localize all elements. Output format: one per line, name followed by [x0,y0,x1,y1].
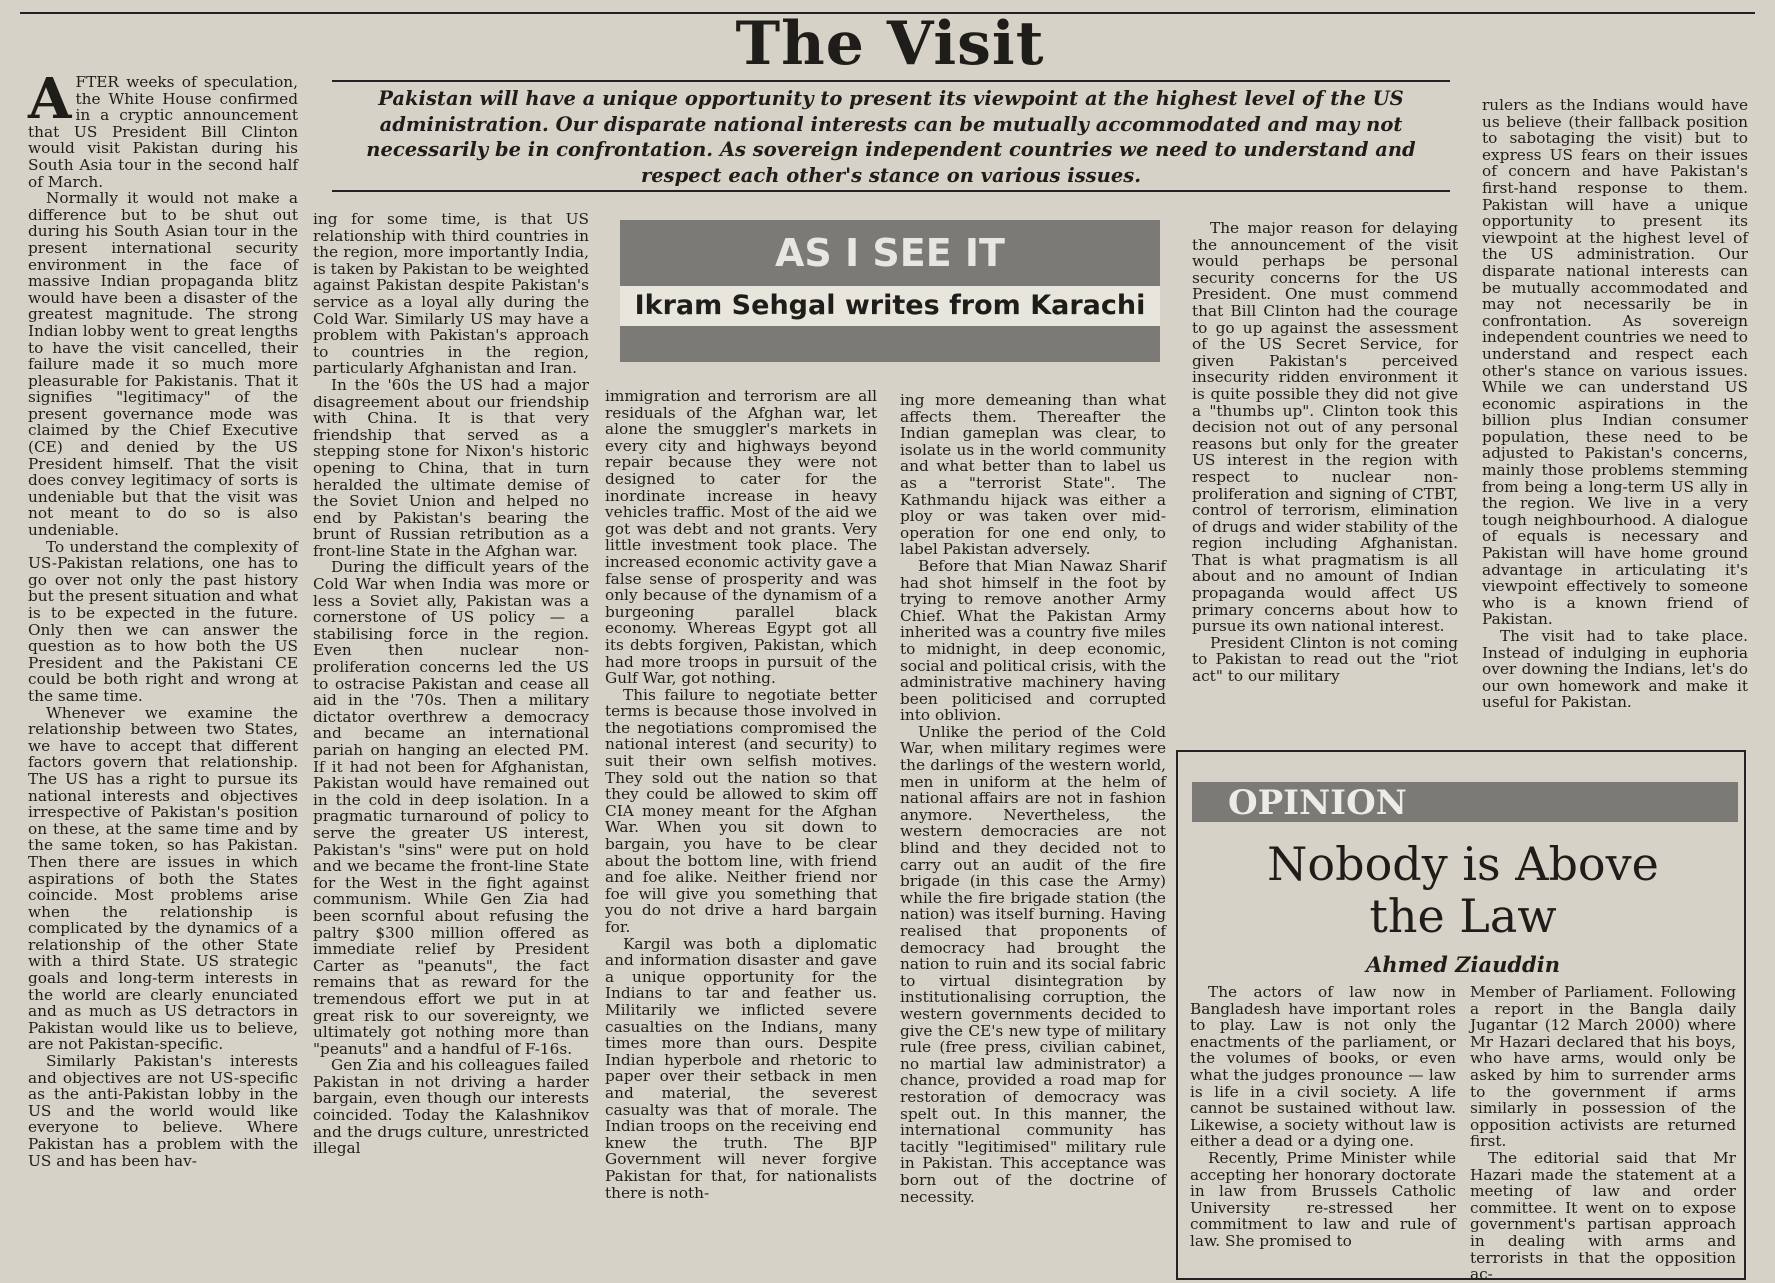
paragraph: This failure to negotiate better terms is because those involved in the negotiations compromised the national interest (and security) to suit their own selfish motives. They sold out the nation so that they could be allowed to skim off CIA money meant for the Afghan War. When you sit down to bargain, you have to be clear about the bottom line, with friend and foe alike. Neither friend nor foe will give you something that you do not drive a hard bargain for. [605,685,877,936]
article-column-3 [605,388,877,1201]
headline: The Visit [735,9,1045,79]
opinion-title [1178,838,1748,942]
article-column-4 [900,392,1166,1205]
opinion-column-left [1190,984,1456,1250]
opinion-box [1176,750,1746,1283]
paragraph: ing for some time, is that US relationship with third countries in the region, more importantly India, is taken by Pakistan to be weighted against Pakistan despite Pakistan's service as a loyal ally during the Cold War. Similarly US may have a problem with Pakistan's approach to countries in the region, particularly Afghanistan and Iran. [313,210,589,378]
drop-cap: A [28,66,72,132]
paragraph: Normally it would not make a difference but to be shut out during his South Asian tour in the present international security environment in the face of massive Indian propaganda blitz would have been a disaster of the greatest magnitude. The strong Indian lobby went to great lengths to have the visit cancelled, their failure made it so much more pleasurable for Pakistanis. That it signifies "legitimacy" of the present governance mode was claimed by the Chief Executive (CE) and denied by the US President himself. That the visit does convey legitimacy of sorts is undeniable but that the visit was not meant to do so is also undeniable. [28,189,298,540]
paragraph: Similarly Pakistan's interests and objectives are not US-specific as the anti-Pakistan lobby in the US and the world would like everyone to believe. Where Pakistan has a problem with the US and has been hav- [28,1052,298,1170]
paragraph: Unlike the period of the Cold War, when military regimes were the darlings of the western world, men in uniform at the helm of national affairs are not in fashion anymore. Nevertheless, the western democracies are not blind and they decided not to carry out an audit of the fire brigade (in this case the Army) while the fire brigade station (the nation) was itself burning. Having realised that proponents of democracy had brought the nation to ruin and its social fabric to virtual disintegration by institutionalising corruption, the western governments decided to give the CE's new type of military rule (free press, civilian cabinet, no martial law administrator) a chance, provided a road map for restoration of democracy was spelt out. In this manner, the international community has tacitly "legitimised" military rule in Pakistan. This acceptance was born out of the doctrine of necessity. [900,722,1166,1206]
opinion-title-line-2: the Law [1369,889,1557,943]
paragraph: Before that Mian Nawaz Sharif had shot himself in the foot by trying to remove another Army Chief. What the Pakistan Army inherited was a country five miles to midnight, in deep economic, social and political crisis, with the administrative machinery having been politicised and corrupted into oblivion. [900,556,1166,725]
paragraph: immigration and terrorism are all residuals of the Afghan war, let alone the smuggler's markets in every city and highways beyond repair because they were not designed to cater for the inordinate increase in heavy vehicles traffic. Most of the aid we got was debt and not grants. Very little investment took place. The increased economic activity gave a false sense of prosperity and was only because of the dynamism of a burgeoning parallel black economy. Whereas Egypt got all its debts forgiven, Pakistan, which had more troops in pursuit of the Gulf War, got nothing. [605,387,877,688]
paragraph: In the '60s the US had a major disagreement about our friendship with China. It is that very friendship that served as a stepping stone for Nixon's historic opening to China, that in turn heralded the ultimate demise of the Soviet Union and helped no end by Pakistan's bearing the brunt of Russian retribution as a front-line State in the Afghan war. [313,375,589,560]
paragraph: Gen Zia and his colleagues failed Pakistan in not driving a harder bargain, even though our interests coincided. Today the Kalashnikov and the drugs culture, unrestricted illegal [313,1056,589,1158]
paragraph: The major reason for delaying the announcement of the visit would perhaps be personal security concerns for the US President. One must commend that Bill Clinton had the courage to go up against the assessment of the US Secret Service, for given Pakistan's perceived insecurity ridden environment it is quite possible they did not give a "thumbs up". Clinton took this decision not out of any personal reasons but only for the greater US interest in the region with respect to nuclear non-proliferation and signing of CTBT, control of terrorism, elimination of drugs and wider stability of the region including Afghanistan. That is what pragmatism is all about and no amount of Indian propaganda would affect US primary concerns about how to pursue its own national interest. [1192,219,1458,636]
opinion-title-line-1: Nobody is Above [1267,837,1659,891]
opinion-byline: Ahmed Ziauddin [1366,952,1560,977]
paragraph: The editorial said that Mr Hazari made the statement at a meeting of law and order committee. It went on to expose government's partisan approach in dealing with arms and terrorists in that the opposition ac- [1470,1148,1736,1283]
column-banner-byline: Ikram Sehgal writes from Karachi [620,286,1160,326]
column-banner-title: AS I SEE IT [620,220,1160,286]
paragraph: FTER weeks of speculation, the White House confirmed in a cryptic announcement that US President Bill Clinton would visit Pakistan during his South Asia tour in the second half of March. [28,73,298,191]
article-column-2 [313,211,589,1157]
paragraph: rulers as the Indians would have us believe (their fallback position to sabotaging the visit) but to express US fears on their issues of concern and have Pakistan's first-hand response to them. Pakistan will have a unique opportunity to present its viewpoint at the highest level of the US administration. Our disparate national interests can be mutually accommodated and may not necessarily be in confrontation. As sovereign independent countries we need to understand and respect each other's stance on various issues. While we can understand US economic aspirations in the billion plus Indian consumer population, these need to be adjusted to Pakistan's concerns, mainly those problems stemming from being a long-term US ally in the region. We live in a very tough neighbourhood. A dialogue of equals is necessary and Pakistan will have home ground advantage in articulating it's viewpoint effectively to someone who is a known friend of Pakistan. [1482,96,1748,629]
deck-subheading: Pakistan will have a unique opportunity to present its viewpoint at the highest level of the US administration. Our disparate national interests can be mutually accommodated and may not necessarily be in confrontation. As sovereign independent countries we need to understand and respect each other's stance on various issues. [332,80,1450,192]
column-banner-bar [620,326,1160,362]
paragraph: The actors of law now in Bangladesh have important roles to play. Law is not only the enactments of the parliament, or the volumes of books, or even what the judges pronounce — law is life in a civil society. A life cannot be sustained without law. Likewise, a society without law is either a dead or a dying one. [1190,983,1456,1151]
paragraph: The visit had to take place. Instead of indulging in euphoria over downing the Indians, let's do our own homework and make it useful for Pakistan. [1482,627,1748,712]
opinion-column-right [1470,984,1736,1283]
paragraph: During the difficult years of the Cold War when India was more or less a Soviet ally, Pakistan was a cornerstone of US policy — a stabilising force in the region. Even then nuclear non-proliferation concerns led the US to ostracise Pakistan and cease all aid in the '70s. Then a military dictator overthrew a democracy and became an international pariah on hanging an elected PM. If it had not been for Afghanistan, Pakistan would have remained out in the cold in deep isolation. In a pragmatic turnaround of policy to serve the greater US interest, Pakistan's "sins" were put on hold and we became the front-line State for the West in the fight against communism. While Gen Zia had been scornful about refusing the paltry $300 million offered as immediate relief by President Carter as "peanuts", the fact remains that as reward for the tremendous effort we put in at great risk to our sovereignty, we ultimately got nothing more than "peanuts" and a handful of F-16s. [313,558,589,1058]
article-column-1 [28,66,298,1170]
paragraph: ing more demeaning than what affects them. Thereafter the Indian gameplan was clear, to isolate us in the world community and what better than to label us as a "terrorist State". The Kathmandu hijack was either a ploy or was taken over mid-operation for one end only, to label Pakistan adversely. [900,391,1166,559]
paragraph: Kargil was both a diplomatic and information disaster and gave a unique opportunity for the Indians to tar and feather us. Militarily we inflicted severe casualties on the Indians, many times more than ours. Despite Indian hyperbole and rhetoric to paper over their setback in men and material, the severest casualty was that of morale. The Indian troops on the receiving end knew the truth. The BJP Government will never forgive Pakistan for that, for nationalists there is noth- [605,934,877,1202]
paragraph: Recently, Prime Minister while accepting her honorary doctorate in law from Brussels Catholic University re-stressed her commitment to law and rule of law. She promised to [1190,1148,1456,1250]
opinion-label: OPINION [1192,782,1738,822]
paragraph: To understand the complexity of US-Pakistan relations, one has to go over not only the past history but the present situation and what is to be expected in the future. Only then we can answer the question as to how both the US President and the Pakistani CE could be both right and wrong at the same time. [28,537,298,705]
paragraph: Member of Parliament. Following a report in the Bangla daily Jugantar (12 March 2000) where Mr Hazari declared that his boys, who have arms, would only be asked by him to surrender arms to the government if arms similarly in possession of the opposition activists are returned first. [1470,983,1736,1151]
paragraph: Whenever we examine the relationship between two States, we have to accept that different factors govern that relationship. The US has a right to pursue its national interests and objectives irrespective of Pakistan's position on these, at the same time and by the same token, so has Pakistan. Then there are issues in which aspirations of both the States coincide. Most problems arise when the relationship is complicated by the dynamics of a relationship of the other State with a third State. US strategic goals and long-term interests in the world are clearly enunciated and as much as US detractors in Pakistan would like us to believe, are not Pakistan-specific. [28,703,298,1054]
column-banner [620,220,1160,362]
paragraph: President Clinton is not coming to Pakistan to read out the "riot act" to our military [1192,633,1458,686]
article-column-5 [1192,220,1458,685]
article-column-6 [1482,97,1748,711]
